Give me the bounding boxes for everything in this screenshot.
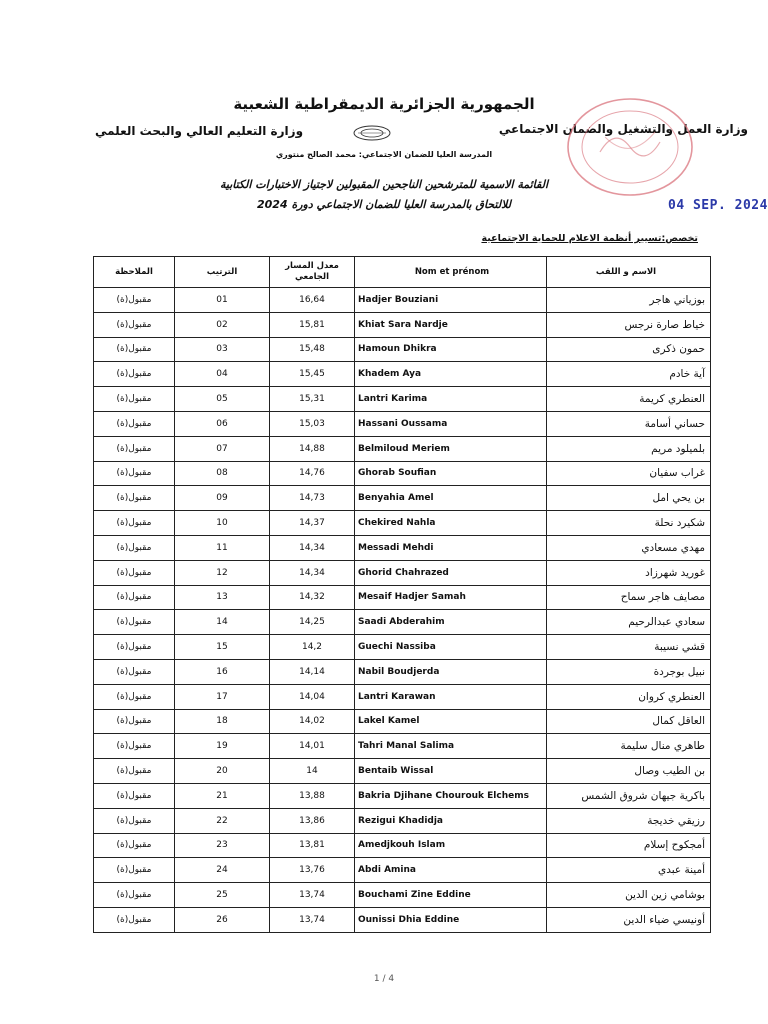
cell-latin-name: Lakel Kamel (355, 709, 547, 734)
cell-average: 14,76 (270, 461, 355, 486)
cell-arabic-name: طاهري منال سليمة (547, 734, 711, 759)
cell-note: مقبول(ة) (94, 337, 175, 362)
table-row (94, 312, 711, 337)
cell-latin-name: Hamoun Dhikra (355, 337, 547, 362)
cell-rank: 10 (175, 511, 270, 536)
cell-arabic-name: شكيرد نحلة (547, 511, 711, 536)
table-row (94, 610, 711, 635)
table-row (94, 833, 711, 858)
cell-rank: 15 (175, 635, 270, 660)
cell-latin-name: Lantri Karawan (355, 684, 547, 709)
cell-latin-name: Hadjer Bouziani (355, 288, 547, 313)
table-row (94, 734, 711, 759)
cell-latin-name: Bakria Djihane Chourouk Elchems (355, 783, 547, 808)
cell-note: مقبول(ة) (94, 436, 175, 461)
cell-latin-name: Bentaib Wissal (355, 759, 547, 784)
cell-latin-name: Hassani Oussama (355, 411, 547, 436)
cell-arabic-name: بوزياني هاجر (547, 288, 711, 313)
cell-arabic-name: العاقل كمال (547, 709, 711, 734)
cell-rank: 19 (175, 734, 270, 759)
cell-arabic-name: العنطري كريمة (547, 387, 711, 412)
table-row (94, 362, 711, 387)
cell-note: مقبول(ة) (94, 659, 175, 684)
cell-average: 15,31 (270, 387, 355, 412)
table-row (94, 907, 711, 932)
cell-note: مقبول(ة) (94, 759, 175, 784)
cell-arabic-name: حساني أسامة (547, 411, 711, 436)
cell-note: مقبول(ة) (94, 387, 175, 412)
cell-arabic-name: غوريد شهرزاد (547, 560, 711, 585)
cell-average: 16,64 (270, 288, 355, 313)
cell-rank: 02 (175, 312, 270, 337)
republic-title: الجمهورية الجزائرية الديمقراطية الشعبية (233, 95, 535, 113)
cell-rank: 21 (175, 783, 270, 808)
cell-rank: 22 (175, 808, 270, 833)
cell-average: 14,04 (270, 684, 355, 709)
cell-latin-name: Saadi Abderahim (355, 610, 547, 635)
cell-arabic-name: سعادي عبدالرحيم (547, 610, 711, 635)
cell-average: 15,81 (270, 312, 355, 337)
table-row (94, 288, 711, 313)
cell-average: 14,25 (270, 610, 355, 635)
cell-note: مقبول(ة) (94, 312, 175, 337)
header-note: الملاحظة (94, 257, 175, 288)
cell-average: 14,88 (270, 436, 355, 461)
cell-arabic-name: آية خادم (547, 362, 711, 387)
table-row (94, 858, 711, 883)
cell-latin-name: Tahri Manal Salima (355, 734, 547, 759)
cell-note: مقبول(ة) (94, 461, 175, 486)
table-row (94, 808, 711, 833)
cell-arabic-name: مهدي مسعادي (547, 535, 711, 560)
cell-note: مقبول(ة) (94, 288, 175, 313)
date-stamp: 04 SEP. 2024 (668, 198, 768, 213)
cell-rank: 13 (175, 585, 270, 610)
header-average-line2: الجامعي (294, 272, 330, 282)
cell-rank: 25 (175, 883, 270, 908)
ministry-higher-education: وزارة التعليم العالي والبحث العلمي (95, 124, 304, 138)
cell-average: 14,2 (270, 635, 355, 660)
school-emblem-icon (352, 123, 392, 143)
cell-note: مقبول(ة) (94, 858, 175, 883)
specialty-heading: تخصص:تسيير أنظمة الاعلام للحماية الاجتماعية (481, 233, 698, 244)
cell-note: مقبول(ة) (94, 907, 175, 932)
cell-rank: 20 (175, 759, 270, 784)
header-average-line1: معدل المسار (285, 261, 339, 271)
table-row (94, 783, 711, 808)
cell-latin-name: Mesaif Hadjer Samah (355, 585, 547, 610)
cell-arabic-name: أمينة عبدي (547, 858, 711, 883)
table-body (94, 288, 711, 933)
cell-average: 14,34 (270, 560, 355, 585)
cell-note: مقبول(ة) (94, 560, 175, 585)
cell-average: 14,32 (270, 585, 355, 610)
table-row (94, 511, 711, 536)
cell-latin-name: Ghorid Chahrazed (355, 560, 547, 585)
cell-arabic-name: العنطري كروان (547, 684, 711, 709)
cell-note: مقبول(ة) (94, 883, 175, 908)
header-average (270, 257, 355, 288)
cell-arabic-name: بن يحي امل (547, 486, 711, 511)
cell-average: 13,76 (270, 858, 355, 883)
cell-average: 14,01 (270, 734, 355, 759)
cell-rank: 07 (175, 436, 270, 461)
cell-arabic-name: قشي نسيبة (547, 635, 711, 660)
table-row (94, 436, 711, 461)
cell-note: مقبول(ة) (94, 585, 175, 610)
table-row (94, 585, 711, 610)
cell-arabic-name: بن الطيب وصال (547, 759, 711, 784)
school-name: المدرسة العليا للضمان الاجتماعي: محمد الصالح منتوري (275, 150, 493, 159)
cell-arabic-name: نبيل بوجردة (547, 659, 711, 684)
list-title-line2: للالتحاق بالمدرسة العليا للضمان الاجتماعي دورة 2024 (256, 198, 512, 211)
cell-arabic-name: بلميلود مريم (547, 436, 711, 461)
cell-rank: 09 (175, 486, 270, 511)
cell-arabic-name: مصايف هاجر سماح (547, 585, 711, 610)
cell-arabic-name: رزيقي خديجة (547, 808, 711, 833)
table-row (94, 883, 711, 908)
cell-average: 15,45 (270, 362, 355, 387)
cell-average: 14,02 (270, 709, 355, 734)
cell-rank: 14 (175, 610, 270, 635)
cell-latin-name: Lantri Karima (355, 387, 547, 412)
cell-latin-name: Ghorab Soufian (355, 461, 547, 486)
table-row (94, 337, 711, 362)
table-row (94, 535, 711, 560)
header-rank: الترتيب (175, 257, 270, 288)
cell-rank: 05 (175, 387, 270, 412)
cell-latin-name: Benyahia Amel (355, 486, 547, 511)
cell-arabic-name: أمجكوح إسلام (547, 833, 711, 858)
cell-note: مقبول(ة) (94, 511, 175, 536)
cell-average: 13,74 (270, 907, 355, 932)
table-row (94, 684, 711, 709)
cell-note: مقبول(ة) (94, 709, 175, 734)
cell-note: مقبول(ة) (94, 411, 175, 436)
cell-rank: 26 (175, 907, 270, 932)
cell-rank: 11 (175, 535, 270, 560)
cell-average: 15,03 (270, 411, 355, 436)
cell-latin-name: Ounissi Dhia Eddine (355, 907, 547, 932)
header-latin-name: Nom et prénom (355, 257, 547, 288)
ministry-labor: وزارة العمل والتشغيل والضمان الاجتماعي (498, 122, 748, 136)
table-row (94, 461, 711, 486)
cell-latin-name: Khiat Sara Nardje (355, 312, 547, 337)
cell-note: مقبول(ة) (94, 610, 175, 635)
cell-note: مقبول(ة) (94, 684, 175, 709)
cell-latin-name: Messadi Mehdi (355, 535, 547, 560)
cell-latin-name: Abdi Amina (355, 858, 547, 883)
cell-average: 14,14 (270, 659, 355, 684)
cell-arabic-name: باكرية جيهان شروق الشمس (547, 783, 711, 808)
cell-rank: 06 (175, 411, 270, 436)
cell-rank: 01 (175, 288, 270, 313)
cell-average: 14,73 (270, 486, 355, 511)
cell-note: مقبول(ة) (94, 635, 175, 660)
cell-latin-name: Guechi Nassiba (355, 635, 547, 660)
cell-note: مقبول(ة) (94, 734, 175, 759)
cell-latin-name: Nabil Boudjerda (355, 659, 547, 684)
cell-latin-name: Amedjkouh Islam (355, 833, 547, 858)
cell-note: مقبول(ة) (94, 833, 175, 858)
cell-note: مقبول(ة) (94, 362, 175, 387)
cell-latin-name: Chekired Nahla (355, 511, 547, 536)
cell-latin-name: Rezigui Khadidja (355, 808, 547, 833)
page-number: 1 / 4 (373, 974, 395, 984)
cell-arabic-name: أونيسي ضياء الدين (547, 907, 711, 932)
cell-average: 14 (270, 759, 355, 784)
cell-rank: 08 (175, 461, 270, 486)
table-row (94, 411, 711, 436)
cell-rank: 04 (175, 362, 270, 387)
table-row (94, 659, 711, 684)
table-row (94, 709, 711, 734)
cell-average: 14,34 (270, 535, 355, 560)
table-row (94, 486, 711, 511)
cell-average: 13,88 (270, 783, 355, 808)
cell-latin-name: Bouchami Zine Eddine (355, 883, 547, 908)
cell-arabic-name: غراب سفيان (547, 461, 711, 486)
cell-average: 15,48 (270, 337, 355, 362)
cell-rank: 23 (175, 833, 270, 858)
cell-note: مقبول(ة) (94, 486, 175, 511)
cell-rank: 12 (175, 560, 270, 585)
cell-rank: 17 (175, 684, 270, 709)
cell-average: 14,37 (270, 511, 355, 536)
cell-note: مقبول(ة) (94, 808, 175, 833)
cell-note: مقبول(ة) (94, 535, 175, 560)
cell-rank: 24 (175, 858, 270, 883)
cell-arabic-name: حمون ذكرى (547, 337, 711, 362)
cell-average: 13,81 (270, 833, 355, 858)
cell-latin-name: Khadem Aya (355, 362, 547, 387)
table-row (94, 560, 711, 585)
list-title-line1: القائمة الاسمية للمترشحين الناجحين المقبولين لاجتياز الاختبارات الكتابية (219, 178, 549, 191)
cell-latin-name: Belmiloud Meriem (355, 436, 547, 461)
cell-rank: 18 (175, 709, 270, 734)
table-row (94, 759, 711, 784)
cell-rank: 03 (175, 337, 270, 362)
cell-arabic-name: خياط صارة نرجس (547, 312, 711, 337)
results-table (93, 256, 711, 933)
header-arabic-name: الاسم و اللقب (547, 257, 711, 288)
cell-arabic-name: بوشامي زين الدين (547, 883, 711, 908)
table-header-row (94, 257, 711, 288)
table-row (94, 387, 711, 412)
cell-note: مقبول(ة) (94, 783, 175, 808)
cell-rank: 16 (175, 659, 270, 684)
cell-average: 13,86 (270, 808, 355, 833)
table-row (94, 635, 711, 660)
cell-average: 13,74 (270, 883, 355, 908)
